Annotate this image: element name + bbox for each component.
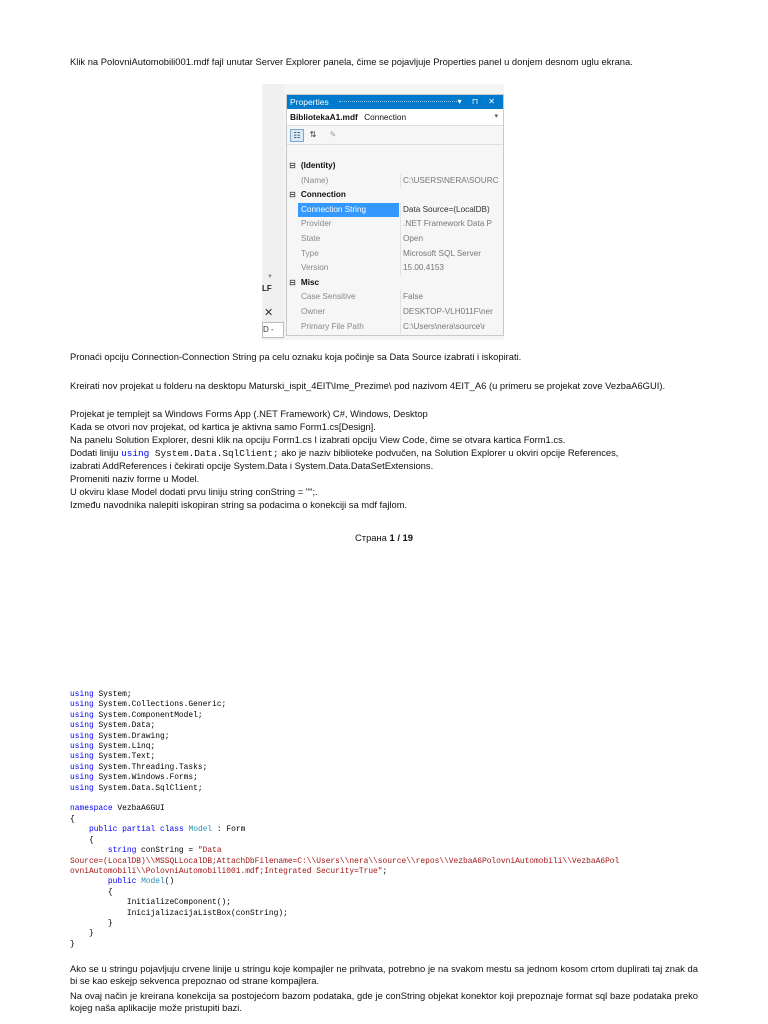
property-name: (Name) [301,175,329,185]
object-selector [287,109,503,126]
property-category [287,159,503,174]
page-total: 19 [402,532,413,543]
grid-divider [400,217,401,232]
title-controls: ▾ ⊓ ✕ [457,97,499,106]
code-using-target: System.Text; [98,752,156,762]
grid-divider [400,174,401,189]
code-keyword: using [70,721,94,731]
property-name: Type [301,248,319,258]
code-statement: InitializeComponent(); [126,898,232,908]
left-strip-combo: D - [262,322,284,338]
code-statement: InicijalizacijaListBox(conString); [126,908,288,918]
instruction-line: Promeniti naziv forme u Model. [70,473,200,484]
title-grip [339,101,461,102]
page-separator: / [394,532,403,543]
property-name: Provider [301,219,332,229]
code-using-target: System.Threading.Tasks; [98,762,208,772]
grid-divider [400,320,401,335]
code-brace: { [88,835,94,845]
code-keyword: class [160,825,184,835]
property-row [287,261,503,276]
property-category-label [289,159,385,174]
property-row [287,203,503,218]
category-name: Misc [300,277,320,287]
code-semicolon: ; [382,866,388,876]
grid-divider [400,261,401,276]
code-using-target: System.ComponentModel; [98,710,203,720]
code-string: ovniAutomobili\\PolovniAutomobili001.mdf;Integrated Security=True" [70,866,383,876]
code-keyword: using [70,742,94,752]
left-strip-label: LF [262,284,272,293]
inline-code-keyword: using [121,448,150,459]
page-number: 1 [389,532,395,543]
property-row [287,320,503,335]
code-string: Source=(LocalDB)\\MSSQLLocalDB;AttachDbFilename=C:\\Users\\nera\\source\\repos\\VezbaA6PolovniAutomobili\\VezbaA6Pol [70,856,620,866]
property-value: Open [403,234,424,243]
property-category [287,276,503,291]
page-label: Страна [355,532,390,543]
escape-note-paragraph: Ako se u stringu pojavljuju crvene linije u stringu koje kompajler ne prihvata, potrebno je na svakom mestu sa jednom kosom crtom duplirati taj znak da bi se kao eskejp sekvenca prepoznao od strane kompajlera. [70,963,698,987]
code-keyword: partial [122,825,156,835]
property-value: 15.00.4153 [403,263,444,273]
property-name: Owner [301,307,326,316]
grid-divider [400,305,401,320]
instruction-line: izabrati AddReferences i čekirati opcije System.Data i System.Data.DataSetExtensions. [70,460,434,471]
property-name: Case Sensitive [301,292,356,302]
property-category-label [289,188,385,203]
code-brace: { [107,887,113,897]
instruction-line: Kada se otvori nov projekat, od kartica je aktivna samo Form1.cs[Design]. [70,421,376,432]
code-keyword: using [70,690,94,699]
code-using-target: System.Data.SqlClient; [98,783,203,793]
using-line-before: Dodati liniju [70,447,122,458]
code-keyword: using [70,762,94,772]
category-name: (Identity) [300,161,336,170]
property-name: Primary File Path [301,321,364,331]
properties-toolbar [287,126,503,145]
intro-paragraph: Klik na PolovniAutomobili001.mdf fajl unutar Server Explorer panela, čime se pojavljuje Properties panel u donjem desnom uglu ekrana. [70,56,633,67]
code-namespace-name: VezbaA6GUI [112,804,165,814]
code-brace: { [70,814,75,824]
collapse-icon: ⊟ [289,277,296,287]
property-row [287,305,503,320]
property-name: Connection String [298,203,399,218]
property-value: Microsoft SQL Server [403,248,481,258]
properties-title-bar [287,95,503,109]
using-instruction-line [70,447,618,460]
code-class-name: Model [188,825,213,835]
code-brace: } [70,939,75,949]
inline-code: System.Data.SqlClient; [149,448,279,459]
property-value: C:\USERS\NERA\SOURC [403,175,499,185]
property-row [287,217,503,232]
property-value: C:\Users\nera\source\r [403,321,486,331]
code-block [70,690,710,950]
scroll-down-arrow-icon: ▼ [267,274,273,280]
find-connection-paragraph: Pronaći opciju Connection-Connection String pa celu oznaku koja počinje sa Data Source izabrati i iskopirati. [70,351,522,362]
code-keyword: using [70,710,94,720]
property-row [287,290,503,305]
property-value: False [403,292,424,302]
code-keyword: namespace [70,804,113,814]
property-value: Data Source=(LocalDB) [403,204,490,214]
alphabetical-icon: ⇅ [309,130,317,139]
code-keyword: public [88,825,118,835]
using-line-after: ako je naziv biblioteke podvučen, na Solution Explorer u okviri opcije References, [278,447,619,458]
instruction-line: Na panelu Solution Explorer, desni klik na opciju Form1.cs I izabrati opciju View Code, čime se otvara kartica Form1.cs. [70,434,566,445]
code-keyword: public [107,877,137,887]
categorized-icon: ☷ [290,129,304,142]
property-pages-icon: ✎ [329,130,337,139]
grid-divider [400,232,401,247]
property-value: DESKTOP-VLH011F\ner [403,307,493,316]
property-row [287,232,503,247]
properties-panel [286,94,504,336]
instruction-line: Između navodnika nalepiti iskopiran string sa podacima o konekciji sa mdf fajlom. [70,499,408,510]
connection-note-paragraph: Na ovaj način je kreirana konekcija sa postojećom bazom podataka, gde je conString objekat konektor koji prepoznaje format sql baze podataka preko kojeg naša aplikacije može pristupiti bazi. [70,990,698,1014]
object-type: Connection [364,112,407,122]
property-value: .NET Framework Data P [403,219,493,229]
code-using-target: System.Drawing; [98,731,170,741]
close-icon: ✕ [264,307,274,319]
property-category-label [289,276,385,291]
property-row [287,174,503,189]
grid-divider [400,203,401,218]
code-using-target: System.Data; [98,721,156,731]
chevron-down-icon: ▾ [494,113,498,120]
code-field-name: conString = [136,846,198,856]
properties-panel-screenshot [262,84,504,340]
instruction-line: Projekat je templejt sa Windows Forms App (.NET Framework) C#, Windows, Desktop [70,408,428,419]
property-category [287,188,503,203]
code-keyword: using [70,731,94,741]
code-using-target: System; [98,690,132,699]
collapse-icon: ⊟ [289,190,296,200]
code-using-target: System.Linq; [98,742,156,752]
server-explorer-edge [262,84,284,340]
code-string: "Data [197,846,222,856]
code-using-target: System.Windows.Forms; [98,773,198,783]
property-name: Version [301,263,329,273]
instruction-line: U okviru klase Model dodati prvu liniju string conString = "";. [70,486,318,497]
code-keyword: using [70,783,94,793]
category-name: Connection [300,190,346,200]
property-name: State [301,234,321,243]
code-brace: } [107,918,113,928]
grid-divider [400,247,401,262]
properties-title: Properties [290,97,329,107]
code-class-name: Model [141,877,165,887]
code-keyword: using [70,752,94,762]
code-base-class: : Form [212,825,246,835]
code-brace: } [88,929,94,939]
create-project-paragraph: Kreirati nov projekat u folderu na desktopu Maturski_ispit_4EIT\Ime_Prezime\ pod nazivom 4EIT_A6 (u primeru se projekat zove VezbaA6GUI). [70,380,666,391]
property-row [287,247,503,262]
code-parens: () [164,877,175,887]
code-keyword: string [107,846,137,856]
grid-divider [400,290,401,305]
page-footer [0,532,768,543]
object-name: BibliotekaA1.mdf [290,112,358,122]
code-keyword: using [70,700,94,710]
code-keyword: using [70,773,94,783]
code-using-target: System.Collections.Generic; [98,700,227,710]
collapse-icon: ⊟ [289,161,296,170]
